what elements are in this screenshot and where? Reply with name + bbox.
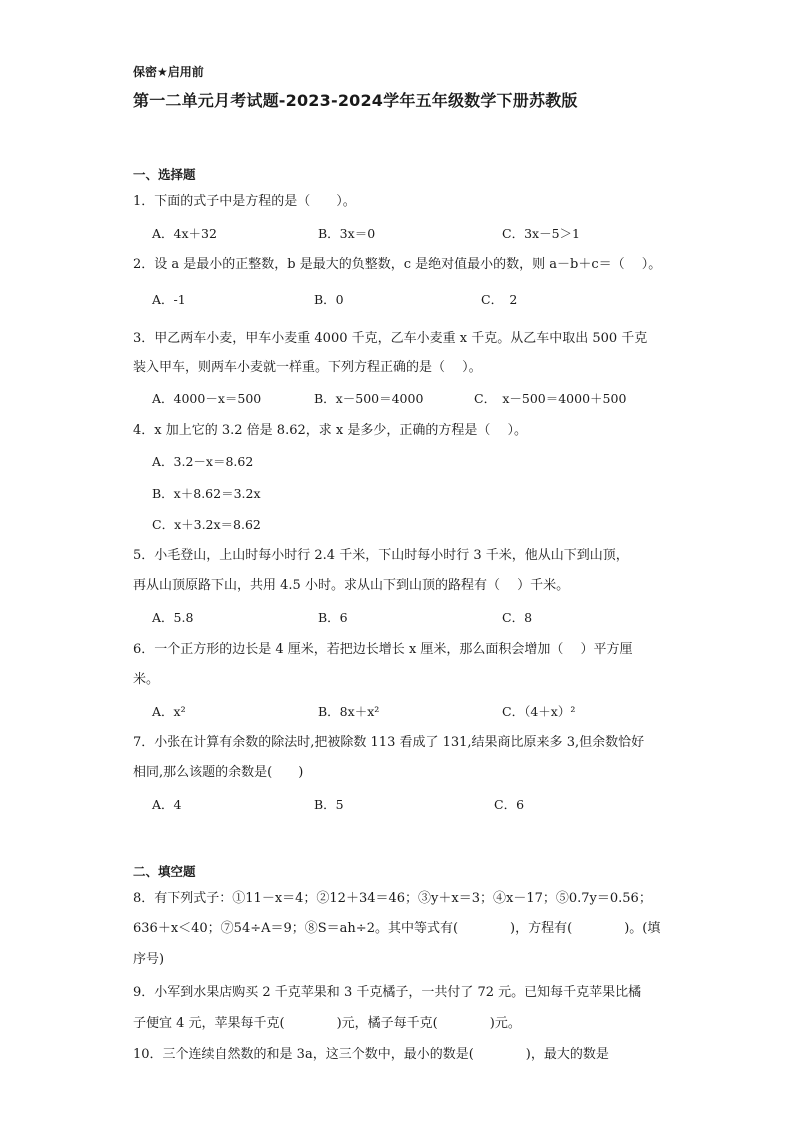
question-6-stem-line2: 米。 — [133, 672, 160, 687]
question-1-option-a: A．4x＋32 — [152, 226, 217, 241]
question-9-line2: 子便宜 4 元，苹果每千克( )元，橘子每千克( )元。 — [133, 1016, 521, 1031]
question-3-option-a: A．4000－x＝500 — [152, 391, 262, 406]
question-2-option-a: A．-1 — [152, 292, 186, 307]
question-10-line1: 10．三个连续自然数的和是 3a，这三个数中，最小的数是( )，最大的数是 — [133, 1047, 609, 1062]
question-3-stem-line1: 3．甲乙两车小麦，甲车小麦重 4000 千克，乙车小麦重 x 千克。从乙车中取出 500 千克 — [133, 331, 648, 346]
question-4-stem: 4．x 加上它的 3.2 倍是 8.62，求 x 是多少，正确的方程是（ ）。 — [133, 423, 527, 438]
question-5-stem-line2: 再从山顶原路下山，共用 4.5 小时。求从山下到山顶的路程有（ ）千米。 — [133, 578, 570, 593]
question-8-line3: 序号) — [133, 952, 165, 967]
question-8-line1: 8．有下列式子：①11－x＝4；②12＋34＝46；③y＋x＝3；④x－17；⑤0.7y＝0.56； — [133, 891, 652, 906]
question-5-stem-line1: 5．小毛登山，上山时每小时行 2.4 千米，下山时每小时行 3 千米，他从山下到山顶， — [133, 548, 629, 563]
page-title: 第一二单元月考试题-2023-2024学年五年级数学下册苏教版 — [133, 91, 578, 110]
question-6-stem-line1: 6．一个正方形的边长是 4 厘米，若把边长增长 x 厘米，那么面积会增加（ ）平方厘 — [133, 642, 633, 657]
question-6-option-c: C．（4＋x）² — [502, 704, 576, 719]
question-6-option-a: A．x² — [152, 704, 186, 719]
question-5-option-a: A．5.8 — [152, 610, 194, 625]
question-1-option-b: B．3x＝0 — [318, 226, 376, 241]
question-3-option-b: B．x－500＝4000 — [314, 391, 424, 406]
question-7-stem-line2: 相同,那么该题的余数是( ) — [133, 765, 304, 780]
question-4-option-a: A．3.2－x＝8.62 — [152, 454, 254, 469]
question-1-stem: 1．下面的式子中是方程的是（ ）。 — [133, 194, 356, 209]
question-3-option-c: C． x－500＝4000＋500 — [474, 391, 627, 406]
question-9-line1: 9．小军到水果店购买 2 千克苹果和 3 千克橘子，一共付了 72 元。已知每千克苹果比橘 — [133, 985, 642, 1000]
confidential-label: 保密★启用前 — [133, 65, 204, 79]
question-7-option-a: A．4 — [152, 797, 182, 812]
question-6-option-b: B．8x＋x² — [318, 704, 380, 719]
question-4-option-c: C．x＋3.2x＝8.62 — [152, 517, 261, 532]
question-7-option-b: B．5 — [314, 797, 344, 812]
question-1-option-c: C．3x－5＞1 — [502, 226, 580, 241]
question-7-stem-line1: 7．小张在计算有余数的除法时,把被除数 113 看成了 131,结果商比原来多 3,但余数恰好 — [133, 735, 645, 750]
question-5-option-c: C．8 — [502, 610, 533, 625]
question-2-option-c: C． 2 — [481, 292, 518, 307]
question-3-stem-line2: 装入甲车，则两车小麦就一样重。下列方程正确的是（ ）。 — [133, 360, 482, 375]
section-heading-choice: 一、选择题 — [133, 167, 196, 182]
question-2-stem: 2．设 a 是最小的正整数，b 是最大的负整数，c 是绝对值最小的数，则 a－b＋c＝（ ）。 — [133, 257, 662, 272]
section-heading-fill: 二、填空题 — [133, 864, 196, 879]
question-2-option-b: B．0 — [314, 292, 344, 307]
question-4-option-b: B．x＋8.62＝3.2x — [152, 486, 261, 501]
question-7-option-c: C．6 — [494, 797, 525, 812]
question-5-option-b: B．6 — [318, 610, 348, 625]
question-8-line2: 636＋x＜40；⑦54÷A＝9；⑧S＝ah÷2。其中等式有( )，方程有( )。(填 — [133, 921, 661, 936]
